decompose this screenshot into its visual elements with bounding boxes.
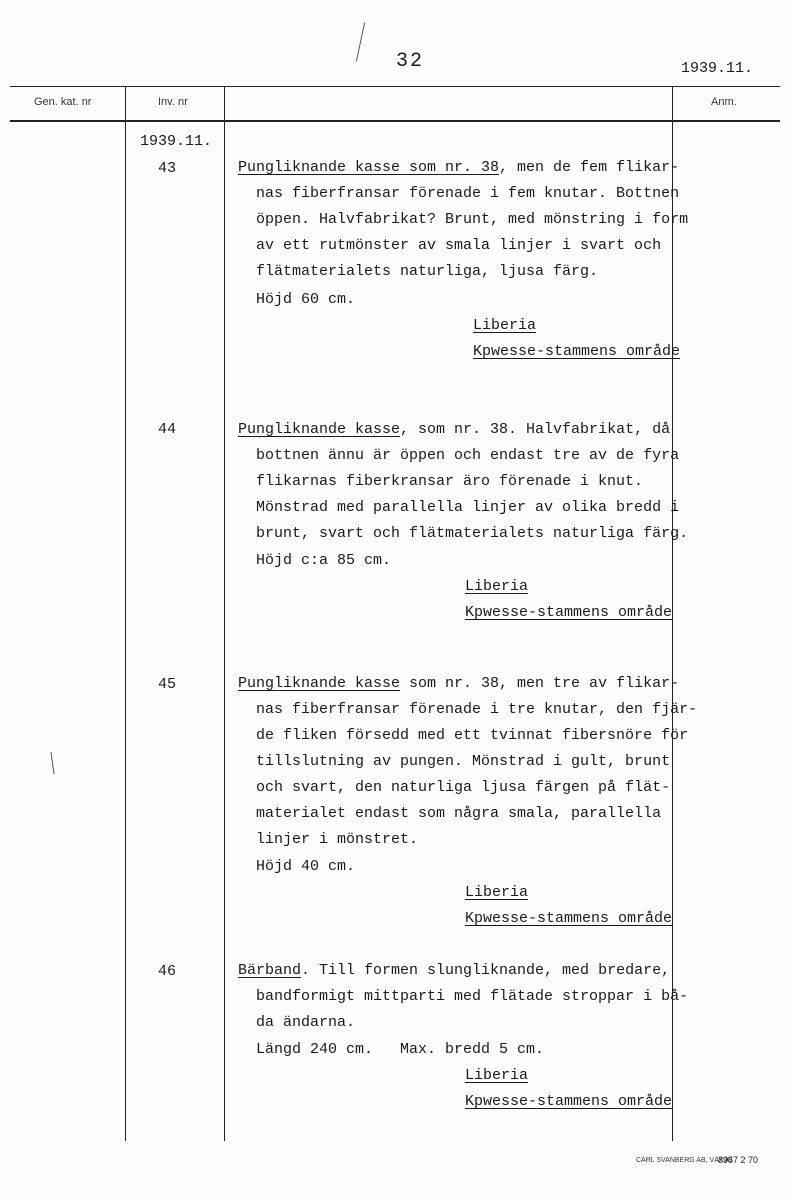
entry-text: tillslutning av pungen. Mönstrad i gult, brunt xyxy=(256,753,671,770)
entry-text: Pungliknande kasse som nr. 38, men de fem flikar- xyxy=(238,159,680,176)
entry-text: nas fiberfransar förenade i tre knutar, den fjär- xyxy=(256,701,698,718)
entry-text: Pungliknande kasse, som nr. 38. Halvfabrikat, då xyxy=(238,421,671,438)
column-divider-3 xyxy=(672,86,673,1141)
entry-group: Kpwesse-stammens område xyxy=(465,1093,673,1110)
entry-title: Pungliknande kasse xyxy=(238,675,401,692)
column-divider-2 xyxy=(224,86,225,1141)
entry-text: flikarnas fiberkransar äro förenade i knut. xyxy=(256,473,644,490)
entry-place: Liberia xyxy=(465,1067,529,1084)
column-divider-1 xyxy=(125,86,126,1141)
header-inv-nr: Inv. nr xyxy=(158,96,188,108)
entry-text: av ett rutmönster av smala linjer i svart och xyxy=(256,237,662,254)
header-anm: Anm. xyxy=(711,96,737,108)
entry-text: de fliken försedd med ett tvinnat fibersnöre för xyxy=(256,727,689,744)
page-number: 32 xyxy=(396,50,425,73)
entry-text: bottnen ännu är öppen och endast tre av de fyra xyxy=(256,447,680,464)
header-gen-kat-nr: Gen. kat. nr xyxy=(34,96,92,108)
entry-text: linjer i mönstret. xyxy=(256,831,419,848)
entry-place: Liberia xyxy=(465,884,529,901)
entry-text: materialet endast som några smala, parallella xyxy=(256,805,662,822)
entry-title: Pungliknande kasse xyxy=(238,421,401,438)
inv-number: 43 xyxy=(158,160,177,177)
entry-place: Liberia xyxy=(465,578,529,595)
section-date: 1939.11. xyxy=(140,133,213,150)
pencil-mark xyxy=(50,752,54,774)
entry-text: öppen. Halvfabrikat? Brunt, med mönstring i form xyxy=(256,211,689,228)
entry-text: flätmaterialets naturliga, ljusa färg. xyxy=(256,263,599,280)
entry-group: Kpwesse-stammens område xyxy=(465,604,673,621)
entry-text: Höjd c:a 85 cm. xyxy=(256,552,392,569)
printer-imprint: CARL SVANBERG AB, VÄXJÖ xyxy=(636,1157,733,1164)
entry-place: Liberia xyxy=(473,317,537,334)
print-number: 8967 2 70 xyxy=(718,1155,759,1165)
entry-text: Bärband. Till formen slungliknande, med bredare, xyxy=(238,962,671,979)
entry-text: Pungliknande kasse som nr. 38, men tre av flikar- xyxy=(238,675,680,692)
entry-group: Kpwesse-stammens område xyxy=(465,910,673,927)
entry-text: Mönstrad med parallella linjer av olika bredd i xyxy=(256,499,680,516)
entry-group: Kpwesse-stammens område xyxy=(473,343,681,360)
page-date: 1939.11. xyxy=(681,60,754,77)
entry-text: brunt, svart och flätmaterialets naturliga färg. xyxy=(256,525,689,542)
entry-text: nas fiberfransar förenade i fem knutar. Bottnen xyxy=(256,185,680,202)
inv-number: 44 xyxy=(158,421,177,438)
entry-text: Höjd 60 cm. xyxy=(256,291,356,308)
entry-text: da ändarna. xyxy=(256,1014,356,1031)
entry-text: bandformigt mittparti med flätade stroppar i bå- xyxy=(256,988,689,1005)
entry-text: och svart, den naturliga ljusa färgen på flät- xyxy=(256,779,671,796)
entry-text: Höjd 40 cm. xyxy=(256,858,356,875)
inv-number: 45 xyxy=(158,676,177,693)
entry-title: Pungliknande kasse som nr. 38 xyxy=(238,159,500,176)
entry-text: Längd 240 cm. Max. bredd 5 cm. xyxy=(256,1041,545,1058)
inv-number: 46 xyxy=(158,963,177,980)
pencil-mark xyxy=(356,22,365,61)
entry-title: Bärband xyxy=(238,962,302,979)
